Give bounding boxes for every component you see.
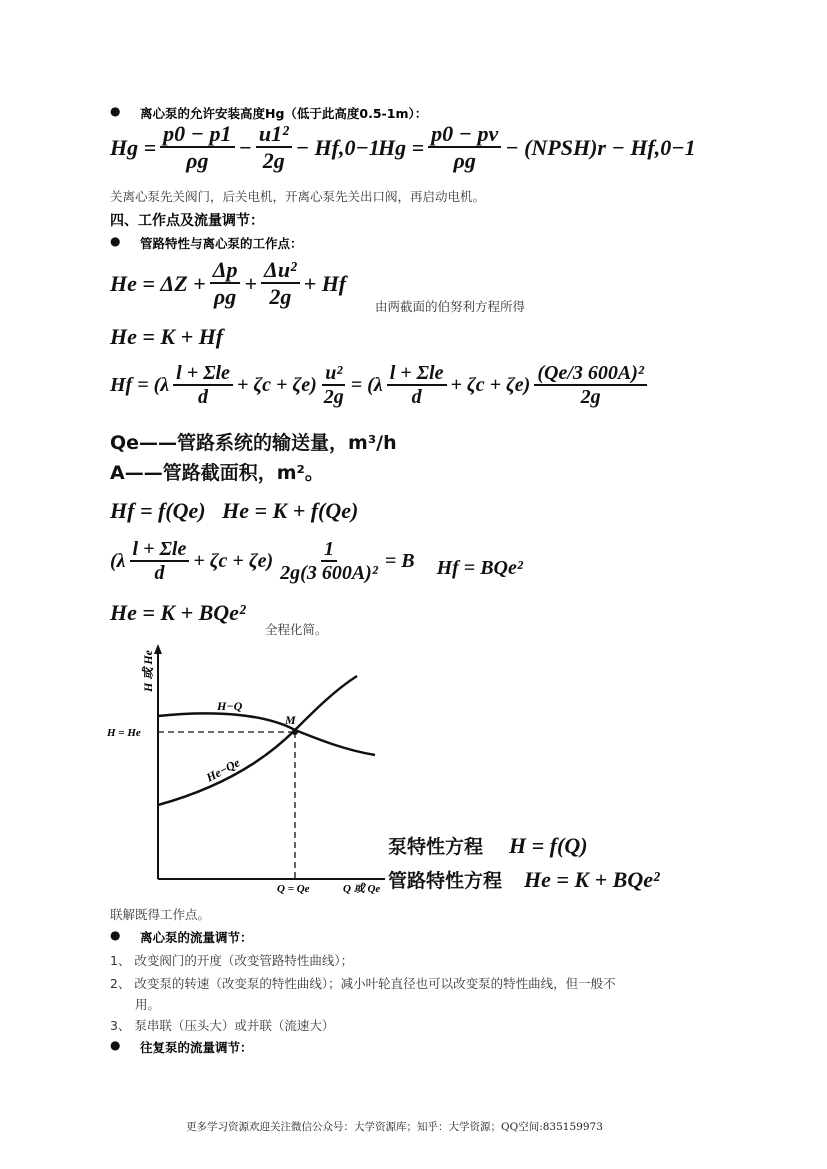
formula-part: Hf = BQe² [436, 557, 523, 579]
pipe-curve-label: He−Qe [203, 755, 243, 785]
denominator: ρg [213, 284, 237, 310]
denominator: d [154, 562, 165, 584]
list-item: 1、 改变阀门的开度（改变管路特性曲线）； [110, 953, 354, 968]
formula-part: = (λ [350, 374, 383, 396]
bullet-icon: ● [110, 104, 121, 118]
heading-install-height: 离心泵的允许安装高度Hg（低于此高度0.5-1m）： [140, 106, 428, 121]
formula-hf-f [110, 498, 358, 524]
pump-equation [388, 832, 588, 859]
denominator: 2g [262, 148, 285, 174]
numerator: 1 [321, 538, 337, 562]
formula-part: He = K + Hf [110, 324, 224, 349]
numerator: p0 − pv [428, 122, 501, 148]
formula-final [110, 600, 246, 626]
denominator: ρg [453, 148, 476, 174]
denominator: 2g [269, 284, 292, 310]
formula-part: = B [384, 550, 415, 572]
bullet-icon: ● [110, 234, 121, 248]
formula-part: He = K + BQe² [524, 866, 660, 892]
formula-part: − Hf,0−1 [295, 134, 380, 160]
formula-part: Hg = [378, 134, 425, 160]
numerator: (Qe/3 600A)² [534, 362, 647, 386]
numerator: u1² [256, 122, 292, 148]
denominator: 2g(3 600A)² [280, 562, 378, 584]
bullet-icon: ● [110, 1038, 121, 1052]
denominator: 2g [323, 386, 344, 408]
working-point-label: M [285, 713, 296, 727]
pump-operation-note: 关离心泵先关阀门，后关电机，开离心泵先关出口阀，再启动电机。 [110, 189, 486, 204]
pump-curve-h-q [158, 713, 375, 755]
section-heading-four: 四、工作点及流量调节： [110, 213, 264, 229]
numerator: l + Σle [387, 362, 447, 386]
pipe-equation-label: 管路特性方程 [388, 870, 503, 892]
working-point-marker [292, 729, 298, 735]
subheading-working-point: 管路特性与离心泵的工作点： [140, 236, 303, 251]
q-mark-label: Q = Qe [277, 883, 310, 895]
list-item: 2、 改变泵的转速（改变泵的特性曲线）；减小叶轮直径也可以改变泵的特性曲线，但一般不 [110, 976, 616, 991]
numerator: Δu² [261, 258, 300, 284]
bullet-icon: ● [110, 928, 121, 942]
formula-part: + ζc + ζe) [236, 374, 317, 396]
numerator: Δp [210, 258, 241, 284]
pipe-curve-he-qe [158, 676, 357, 805]
denominator: 2g [580, 386, 601, 408]
y-axis-label: H 或 He [141, 650, 155, 692]
formula-part: He = ΔZ + [110, 270, 206, 296]
formula-he-k [110, 324, 223, 350]
pipe-equation [388, 866, 660, 893]
numerator: l + Σle [173, 362, 233, 386]
pump-equation-label: 泵特性方程 [388, 836, 484, 858]
numerator: l + Σle [130, 538, 190, 562]
formula-part: + [244, 270, 258, 296]
heading-centrifugal-flow: 离心泵的流量调节： [140, 930, 253, 945]
formula-part: + ζc + ζe) [193, 550, 274, 572]
formula-part: Hf = f(Qe) He = K + f(Qe) [110, 498, 359, 523]
list-item: 3、 泵串联（压头大）或并联（流速大） [110, 1018, 335, 1033]
formula-hg-1 [110, 122, 380, 173]
formula-part: − (NPSH)r − Hf,0−1 [505, 134, 696, 160]
formula-he-bernoulli [110, 258, 346, 309]
page-footer: 更多学习资源欢迎关注微信公众号：大学资源库；知乎：大学资源；QQ空间:835159973 [186, 1121, 603, 1133]
numerator: p0 − p1 [160, 122, 234, 148]
bernoulli-note: 由两截面的伯努利方程所得 [375, 299, 526, 314]
denominator: d [198, 386, 209, 408]
formula-hf [110, 362, 651, 409]
denominator: ρg [186, 148, 209, 174]
formula-hg-2 [378, 122, 696, 173]
formula-part: Hf = (λ [110, 374, 170, 396]
qe-definition: Qe——管路系统的输送量，m³/h [110, 432, 397, 454]
formula-part: He = K + BQe² [110, 600, 246, 625]
simplify-note: 全程化简。 [265, 622, 328, 637]
formula-part: + ζc + ζe) [450, 374, 531, 396]
pump-curve-label: H−Q [217, 699, 243, 713]
denominator: d [411, 386, 422, 408]
heading-reciprocating-flow: 往复泵的流量调节： [140, 1040, 253, 1055]
formula-part: + Hf [303, 270, 347, 296]
list-item-continuation: 用。 [135, 997, 161, 1012]
formula-part: H = f(Q) [509, 832, 588, 858]
x-axis-label: Q 或 Qe [343, 883, 381, 895]
h-mark-label: H = He [107, 727, 141, 739]
formula-b [110, 538, 523, 585]
formula-part: Hg = [110, 134, 157, 160]
working-point-chart [105, 642, 395, 897]
formula-part: − [238, 134, 252, 160]
a-definition: A——管路截面积，m²。 [110, 462, 324, 484]
y-axis-arrow-icon [154, 644, 162, 654]
formula-part: (λ [110, 550, 126, 572]
solve-note: 联解既得工作点。 [110, 907, 211, 922]
numerator: u² [322, 362, 345, 386]
